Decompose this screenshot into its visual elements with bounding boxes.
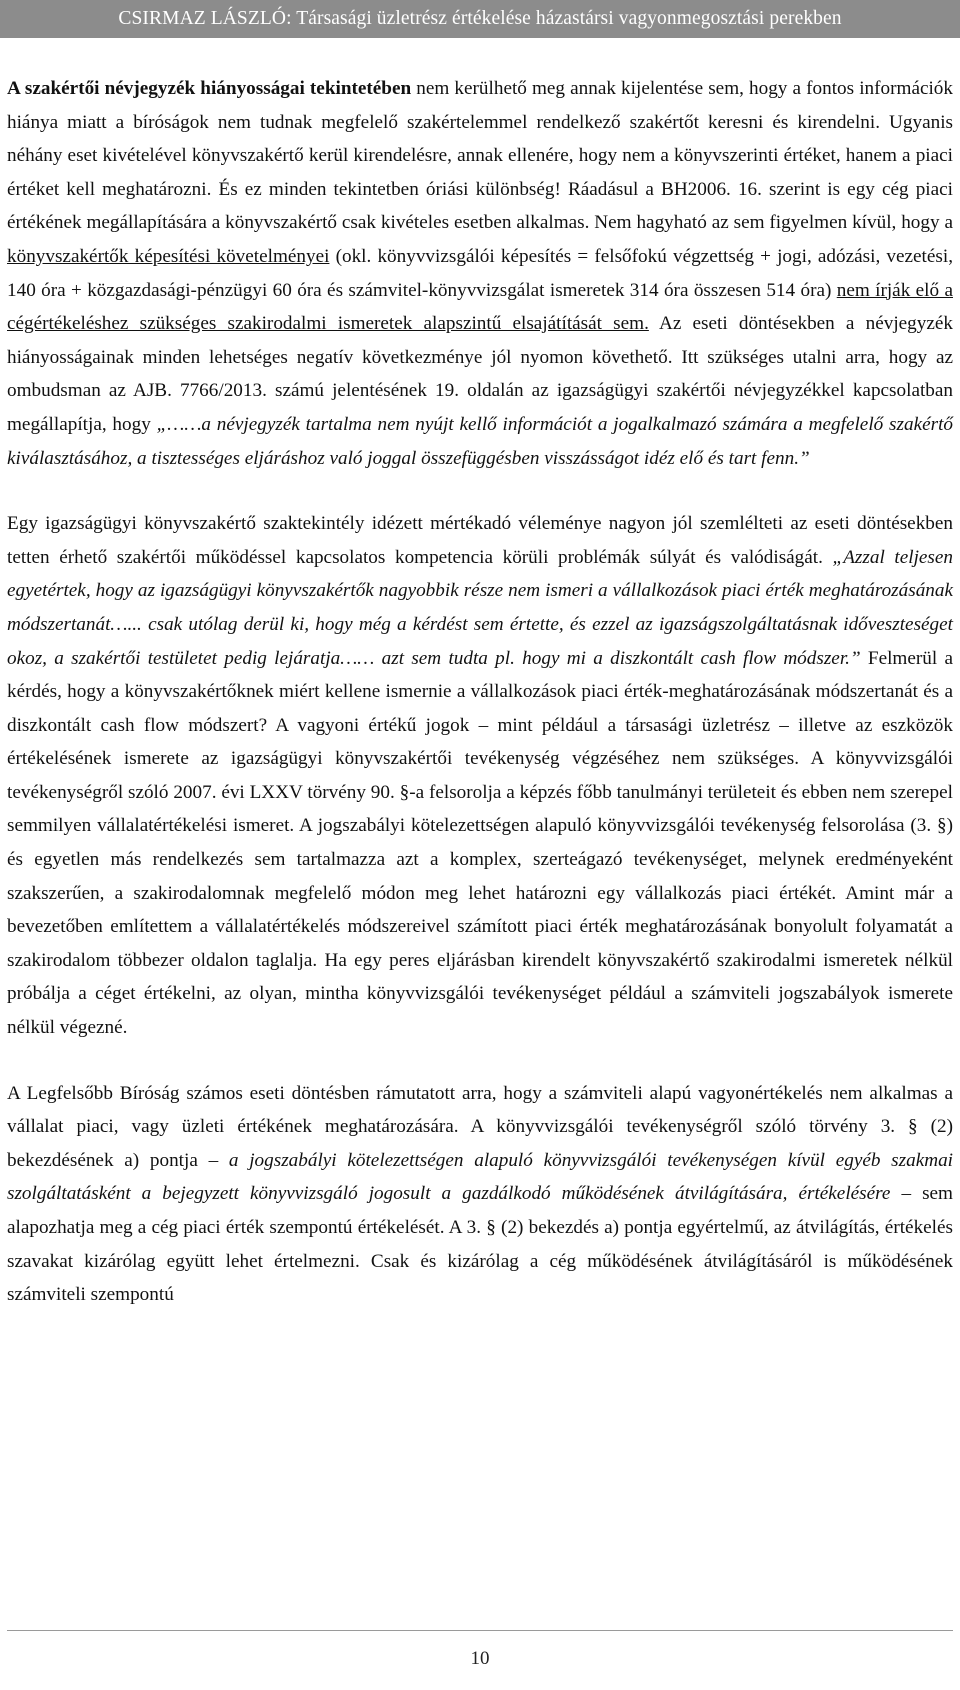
text-run: A Legfelsőbb Bíróság számos eseti döntésben rámutatott arra, hogy a számviteli alapú vagyonértékelés nem alkalmas a vállalat piaci, vagy üzleti értékének meghatározására. A könyvvizsgálói tevékenységről szóló törvény 3. § (2) bekezdésének a) pontja – xyxy=(7,1082,953,1171)
paragraph xyxy=(7,1077,953,1312)
footer-divider xyxy=(7,1630,953,1631)
text-run: (okl. könyvvizsgálói képesítés = felsőfokú végzettség + jogi, adózási, vezetési, 140 óra + közgazdasági-pénzügyi 60 óra és számvitel-könyvvizsgálat ismeretek 314 óra összesen 514 óra) xyxy=(7,245,953,301)
emphasis-text: A szakértői névjegyzék hiányosságai tekintetében xyxy=(7,78,412,99)
quote-text: „……a névjegyzék tartalma nem nyújt kellő információt a jogalkalmazó számára a megfelelő szakértő kiválasztásához, a tisztességes eljáráshoz való joggal összefüggésben visszásságot idéz elő és tart fenn.” xyxy=(7,413,953,469)
text-run: Egy igazságügyi könyvszakértő szaktekintély idézett mértékadó véleménye nagyon jól szemlélteti az eseti döntésekben tetten érhető szakértői működéssel kapcsolatos kompetencia körüli problémák súlyát és valódiságát. xyxy=(7,513,953,568)
page-number: 10 xyxy=(470,1648,490,1669)
underlined-text: könyvszakértők képesítési követelményei xyxy=(7,245,330,267)
document-body xyxy=(7,72,953,1312)
quote-text: a jogszabályi kötelezettségen alapuló könyvvizsgálói tevékenységen kívül egyéb szakmai szolgáltatásként a bejegyzett könyvvizsgáló jogosult a gazdálkodó működésének átvilágítására, értékelésére – xyxy=(7,1149,954,1205)
paragraph xyxy=(7,507,953,1045)
header-title: CSIRMAZ LÁSZLÓ: Társasági üzletrész értékelése házastársi vagyonmegosztási perekben xyxy=(118,8,842,29)
text-run: nem kerülhető meg annak kijelentése sem, hogy a fontos információk hiánya miatt a bíróságok nem tudnak megfelelő szakértelemmel rendelkező szakértőt keresni és kirendelni. Ugyanis néhány eset kivételével könyvszakértő kerül kirendelésre, annak ellenére, hogy nem a könyvszerinti értéket, hanem a piaci értéket kell meghatározni. És ez minden tekintetben óriási különbség! Ráadásul a BH2006. 16. szerint is egy cég piaci értékének megállapítására a könyvszakértő csak kivételes esetben alkalmas. Nem hagyható az sem figyelmen kívül, hogy a xyxy=(7,78,953,234)
page-footer xyxy=(0,1630,960,1690)
quote-text: „Azzal teljesen egyetértek, hogy az igazságügyi könyvszakértők nagyobbik része nem ismeri a vállalkozások piaci érték meghatározásának módszertanát…... csak utólag derül ki, hogy még a kérdést sem értette, és ezzel az igazságszolgáltatásnak időveszteséget okoz, a szakértői testületet pedig lejáratja…… azt sem tudta pl. hogy mi a diszkontált cash flow módszer.” xyxy=(7,546,953,669)
paragraph xyxy=(7,72,953,475)
underlined-text: nem írják elő a cégértékeléshez szükséges szakirodalmi ismeretek alapszintű elsajátítását sem. xyxy=(7,279,953,335)
running-header xyxy=(0,0,960,38)
text-run: sem alapozhatja meg a cég piaci érték szempontú értékelését. A 3. § (2) bekezdés a) pontja egyértelmű, az átvilágítás, értékelés szavakat kizárólag együtt lehet értelmezni. Csak és kizárólag a cég működésének átvilágításáról is működésének számviteli szempontú xyxy=(7,1183,953,1306)
text-run: Az eseti döntésekben a névjegyzék hiányosságainak minden lehetséges negatív következménye jól nyomon követhető. Itt szükséges utalni arra, hogy az ombudsman az AJB. 7766/2013. számú jelentésének 19. oldalán az igazságügyi szakértői névjegyzékkel kapcsolatban megállapítja, hogy xyxy=(7,313,953,435)
text-run: Felmerül a kérdés, hogy a könyvszakértőknek miért kellene ismernie a vállalkozások piaci érték-meghatározásának módszertanát és a diszkontált cash flow módszert? A vagyoni értékű jogok – mint például a társasági üzletrész – illetve az eszközök értékelésének ismerete az igazságügyi könyvszakértői tevékenység végzéséhez nem szükséges. A könyvvizsgálói tevékenységről szóló 2007. évi LXXV törvény 90. §-a felsorolja a képzés főbb tanulmányi területeit és ebben nem szerepel semmilyen vállalatértékelési ismeret. A jogszabályi kötelezettségen alapuló könyvvizsgálói tevékenység felsorolása (3. §) és egyetlen más rendelkezés sem tartalmazza azt a komplex, szerteágazó tevékenységet, melynek eredményeként szakszerűen, a szakirodalomnak megfelelő módon meg lehet határozni egy vállalkozás piaci értékét. Amint már a bevezetőben említettem a vállalatértékelés módszereivel számított piaci érték meghatározásának bonyolult folyamatát a szakirodalom többezer oldalon taglalja. Ha egy peres eljárásban kirendelt könyvszakértő szakirodalmi ismeretek nélkül próbálja a céget értékelni, az olyan, mintha könyvvizsgálói tevékenységet például a számviteli jogszabályok ismerete nélkül végezné. xyxy=(7,647,953,1039)
